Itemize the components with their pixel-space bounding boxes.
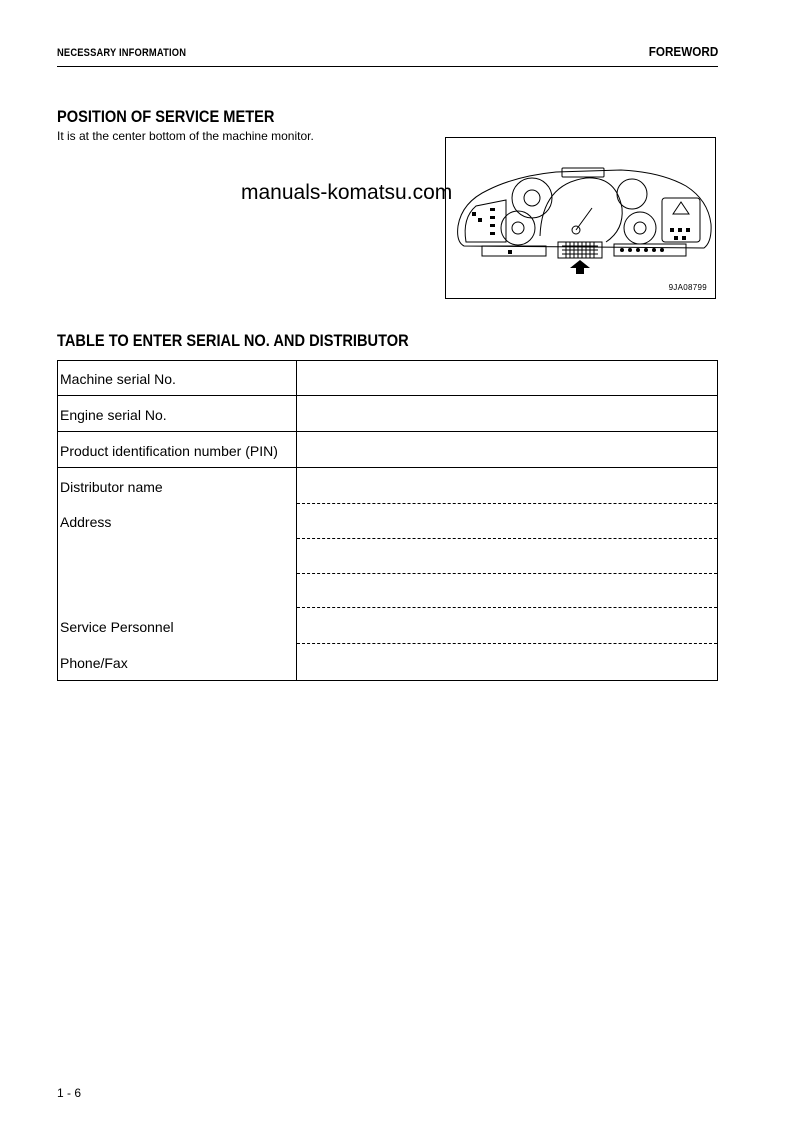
service-personnel-label: Service Personnel bbox=[60, 619, 174, 635]
serial-table-heading: TABLE TO ENTER SERIAL NO. AND DISTRIBUTOR bbox=[57, 331, 409, 350]
distributor-name-label: Distributor name bbox=[60, 479, 163, 495]
dashed-entry-line bbox=[297, 503, 717, 504]
figure-code: 9JA08799 bbox=[668, 283, 707, 292]
column-divider bbox=[296, 361, 297, 680]
address-label: Address bbox=[60, 514, 112, 530]
header-section-title: NECESSARY INFORMATION bbox=[57, 47, 187, 59]
engine-serial-label: Engine serial No. bbox=[60, 407, 167, 423]
serial-distributor-table bbox=[57, 360, 718, 681]
page-header bbox=[57, 44, 718, 67]
dashed-entry-line bbox=[297, 643, 717, 644]
dashed-entry-line bbox=[297, 607, 717, 608]
service-meter-description: It is at the center bottom of the machine monitor. bbox=[57, 129, 314, 143]
row-divider bbox=[58, 395, 717, 396]
row-divider bbox=[58, 431, 717, 432]
page-number: 1 - 6 bbox=[57, 1086, 82, 1100]
pin-label: Product identification number (PIN) bbox=[60, 443, 278, 459]
header-chapter-title: FOREWORD bbox=[648, 44, 718, 59]
dashed-entry-line bbox=[297, 538, 717, 539]
machine-monitor-drawing bbox=[446, 138, 717, 300]
phone-fax-label: Phone/Fax bbox=[60, 655, 128, 671]
machine-serial-label: Machine serial No. bbox=[60, 371, 176, 387]
watermark-text: manuals-komatsu.com bbox=[241, 181, 453, 204]
dashed-entry-line bbox=[297, 573, 717, 574]
machine-monitor-figure bbox=[445, 137, 716, 299]
service-meter-heading: POSITION OF SERVICE METER bbox=[57, 107, 275, 126]
row-divider bbox=[58, 467, 717, 468]
